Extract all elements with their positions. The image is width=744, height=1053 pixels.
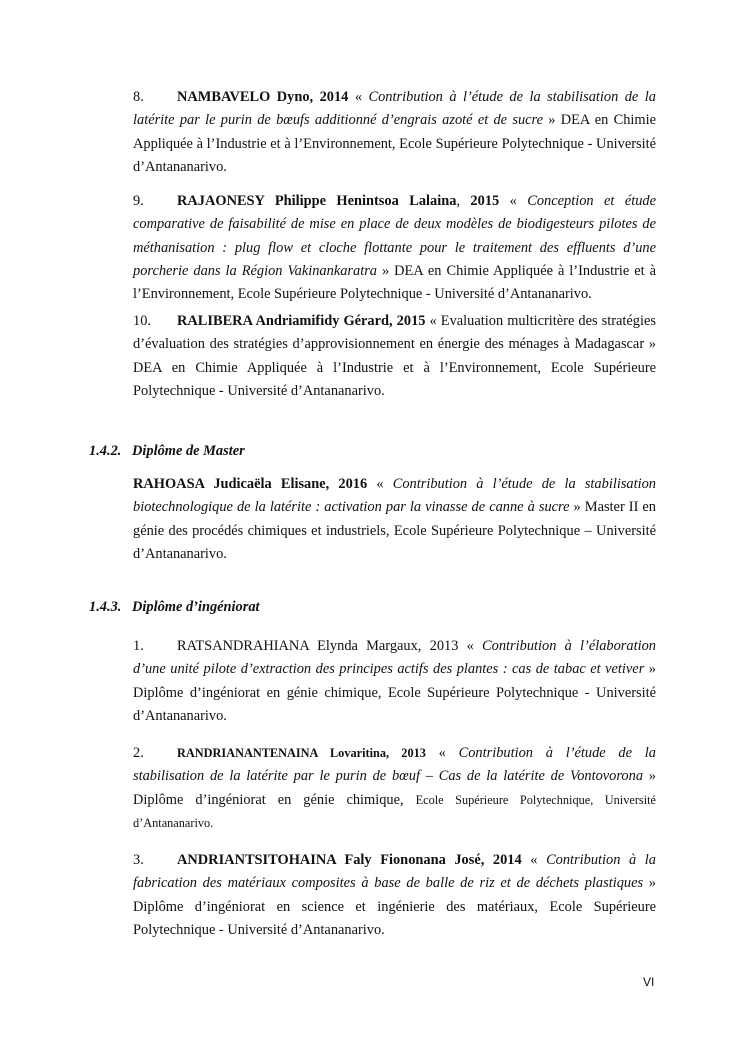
open-quote: «	[509, 193, 517, 209]
entry-author: RANDRIANANTENAINA Lovaritina, 2013	[177, 746, 426, 760]
section-number: 1.4.2.	[89, 443, 122, 459]
open-quote: «	[438, 745, 446, 761]
entry-author: ANDRIANTSITOHAINA Faly Fiononana José, 2014	[177, 852, 522, 868]
dea-entry-8	[133, 86, 656, 179]
section-heading-engineer	[89, 599, 260, 616]
entry-title: Contribution à l’étude de la stabilisation de la latérite par le purin de bœufs additionné d’engrais azoté et de sucre	[133, 89, 656, 129]
entry-details: » DEA en Chimie Appliquée à l’Industrie et à l’Environnement, Ecole Supérieure Polytechnique - Université d’Antananarivo.	[133, 262, 656, 303]
entry-details-small: Ecole Supérieure Polytechnique, Université d’Antananarivo.	[133, 792, 656, 830]
entry-number: 10.	[133, 313, 151, 329]
entry-year: 2015	[470, 193, 500, 209]
engineer-entry-2	[133, 742, 656, 835]
entry-author: NAMBAVELO Dyno, 2014	[177, 89, 349, 105]
section-heading-master	[89, 443, 245, 460]
open-quote: «	[354, 89, 363, 105]
entry-details: » Diplôme d’ingéniorat en science et ingénierie des matériaux, Ecole Supérieure Polytechnique - Université d’Antananarivo.	[133, 875, 656, 938]
engineer-entry-3	[133, 849, 656, 942]
entry-number: 1.	[133, 638, 144, 654]
master-entry	[133, 473, 656, 566]
entry-author: RATSANDRAHIANA Elynda Margaux, 2013	[177, 638, 459, 654]
section-title: Diplôme de Master	[132, 443, 245, 459]
open-quote: «	[466, 638, 474, 654]
entry-number: 9.	[133, 193, 144, 209]
entry-title: Contribution à l’étude de la stabilisation biotechnologique de la latérite : activation par la vinasse de canne à sucre	[133, 476, 656, 516]
entry-number: 2.	[133, 745, 144, 761]
section-title: Diplôme d’ingéniorat	[132, 599, 260, 615]
open-quote: «	[376, 476, 384, 492]
dea-entry-10	[133, 310, 656, 403]
page-number: VI	[643, 975, 655, 989]
entry-title: Contribution à la fabrication des matériaux composites à base de balle de riz et de déchets plastiques	[133, 852, 656, 892]
entry-details: » Diplôme d’ingéniorat en génie chimique, Ecole Supérieure Polytechnique - Université d’Antananarivo.	[133, 661, 656, 724]
entry-details: » Master II en génie des procédés chimiques et industriels, Ecole Supérieure Polytechnique – Université d’Antananarivo.	[133, 499, 656, 562]
open-quote: «	[530, 852, 538, 868]
section-number: 1.4.3.	[89, 599, 122, 615]
entry-number: 8.	[133, 89, 144, 105]
dea-entry-9: 9. RAJAONESY Philippe Henintsoa Lalaina, 2015 « Conception et étude comparative de faisabilité de mise en place de deux modèles de biodigesteurs pilotes de méthanisation : plug flow et cloche flottante pour le traitement des effluents d’une porcherie dans la Région Vakinankaratra » DEA en Chimie Appliquée à l’Industrie et à l’Environnement, Ecole Supérieure Polytechnique - Université d’Antananarivo.	[133, 190, 656, 306]
entry-author: RAJAONESY Philippe Henintsoa Lalaina	[177, 193, 457, 209]
entry-details: » DEA en Chimie Appliquée à l’Industrie et à l’Environnement, Ecole Supérieure Polytechnique - Université d’Antananarivo.	[133, 112, 657, 175]
engineer-entry-1	[133, 635, 656, 728]
entry-title: Conception et étude comparative de faisabilité de mise en place de deux modèles de biodigesteurs pilotes de méthanisation : plug flow et cloche flottante pour le traitement des effluents d’une porcherie dans la Région Vakinankaratra	[133, 193, 656, 279]
entry-author: RAHOASA Judicaëla Elisane, 2016	[133, 476, 368, 492]
entry-title: Contribution à l’étude de la stabilisation de la latérite par le purin de bœuf – Cas de la latérite de Vontovorona	[133, 745, 656, 785]
entry-details: » Diplôme d’ingéniorat en génie chimique,	[133, 768, 657, 808]
entry-details: « Evaluation multicritère des stratégies d’évaluation des stratégies d’approvisionnement en énergie des ménages à Madagascar » DEA en Chimie Appliquée à l’Industrie et à l’Environnement, Ecole Supérieure Polytechnique - Université d’Antananarivo.	[133, 313, 656, 399]
entry-author: RALIBERA Andriamifidy Gérard, 2015	[177, 313, 426, 329]
entry-number: 3.	[133, 852, 144, 868]
entry-title: Contribution à l’élaboration d’une unité pilote d’extraction des principes actifs des plantes : cas de tabac et vetiver	[133, 638, 656, 678]
